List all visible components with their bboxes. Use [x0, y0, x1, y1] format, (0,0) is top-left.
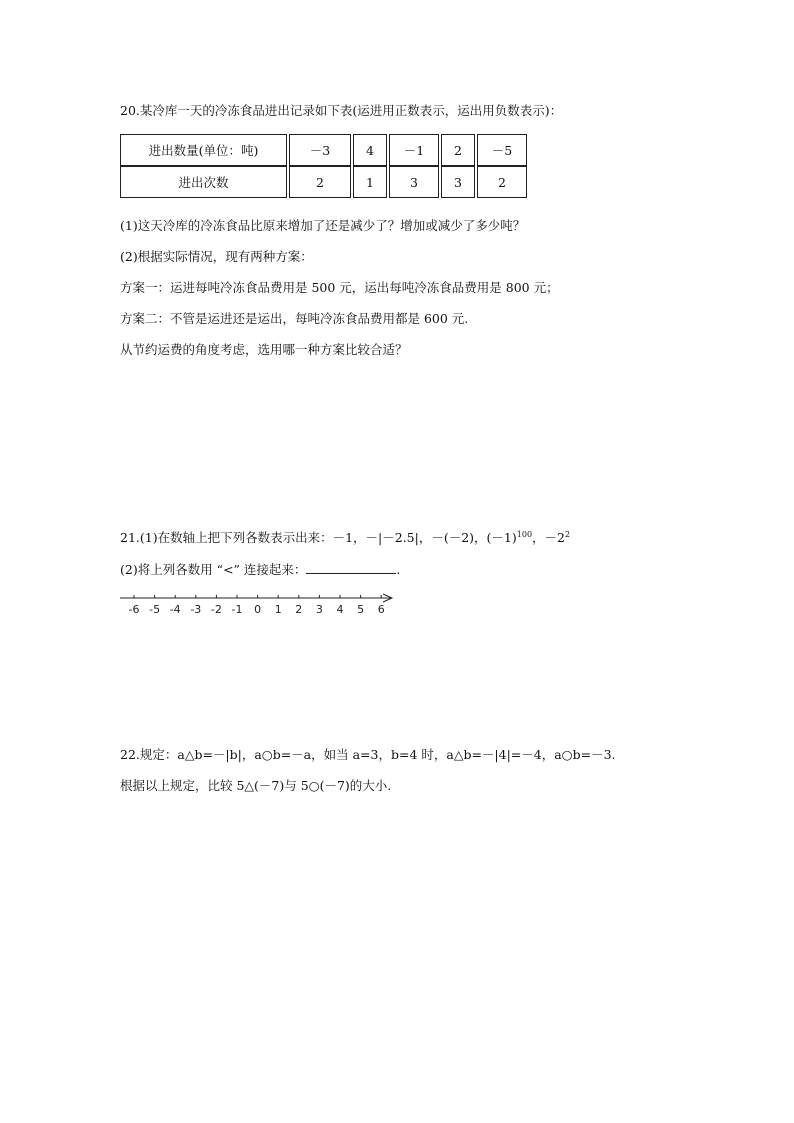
table-cell: 2: [289, 166, 351, 198]
table-header-cell: 进出数量(单位：吨): [120, 134, 287, 166]
tick-label: 6: [377, 603, 385, 616]
tick-label: 3: [315, 603, 323, 616]
q21-part1-prefix: 21.(1)在数轴上把下列各数表示出来：－1，－|－2.5|，－(－2)，(－1): [120, 530, 517, 545]
table-cell: 4: [353, 134, 387, 166]
q20-part2: (2)根据实际情况，现有两种方案：: [120, 249, 313, 264]
table-row: [120, 134, 527, 166]
exponent: 100: [516, 529, 533, 539]
q21-part2: [120, 561, 400, 578]
q21-part2-prefix: (2)将上列各数用 “<” 连接起来：: [120, 562, 307, 577]
tick-label: 0: [254, 603, 262, 616]
tick-label: 4: [336, 603, 344, 616]
q20-part1: (1)这天冷库的冷冻食品比原来增加了还是减少了？增加或减少了多少吨？: [120, 218, 526, 233]
q22-line1: 22.规定：a△b=－|b|，a○b=－a，如当 a=3，b=4 时，a△b=－|4|=－4，a○b=－3.: [120, 747, 616, 762]
tick-label: -1: [231, 603, 243, 616]
q20-plan1: 方案一：运进每吨冷冻食品费用是 500 元，运出每吨冷冻食品费用是 800 元；: [120, 280, 559, 295]
tick-label: 1: [274, 603, 282, 616]
tick-label: -2: [210, 603, 222, 616]
q20-table: [120, 134, 527, 198]
tick-label: 2: [295, 603, 303, 616]
table-cell: －1: [389, 134, 439, 166]
table-header-cell: 进出次数: [120, 166, 287, 198]
tick-label: -3: [190, 603, 202, 616]
q21-part1: [120, 530, 570, 546]
q21-part2-suffix: .: [396, 562, 401, 577]
table-cell: 3: [441, 166, 475, 198]
answer-blank[interactable]: [306, 561, 396, 574]
table-cell: －5: [477, 134, 527, 166]
tick-label: 5: [357, 603, 365, 616]
table-cell: 2: [477, 166, 527, 198]
table-cell: －3: [289, 134, 351, 166]
table-cell: 3: [389, 166, 439, 198]
q20-question: 从节约运费的角度考虑，选用哪一种方案比较合适？: [120, 342, 408, 357]
exponent: 2: [565, 529, 571, 539]
tick-label: -5: [149, 603, 161, 616]
tick-label: -4: [169, 603, 181, 616]
q20-plan2: 方案二：不管是运进还是运出，每吨冷冻食品费用都是 600 元.: [120, 311, 469, 326]
number-line: [115, 590, 405, 620]
q20-title: 20.某冷库一天的冷冻食品进出记录如下表(运进用正数表示，运出用负数表示)：: [120, 103, 563, 118]
table-cell: 1: [353, 166, 387, 198]
table-cell: 2: [441, 134, 475, 166]
tick-label: -6: [128, 603, 140, 616]
table-row: [120, 166, 527, 198]
q21-part1-mid: ，－2: [532, 530, 565, 545]
q22-line2: 根据以上规定，比较 5△(－7)与 5○(－7)的大小.: [120, 778, 392, 793]
